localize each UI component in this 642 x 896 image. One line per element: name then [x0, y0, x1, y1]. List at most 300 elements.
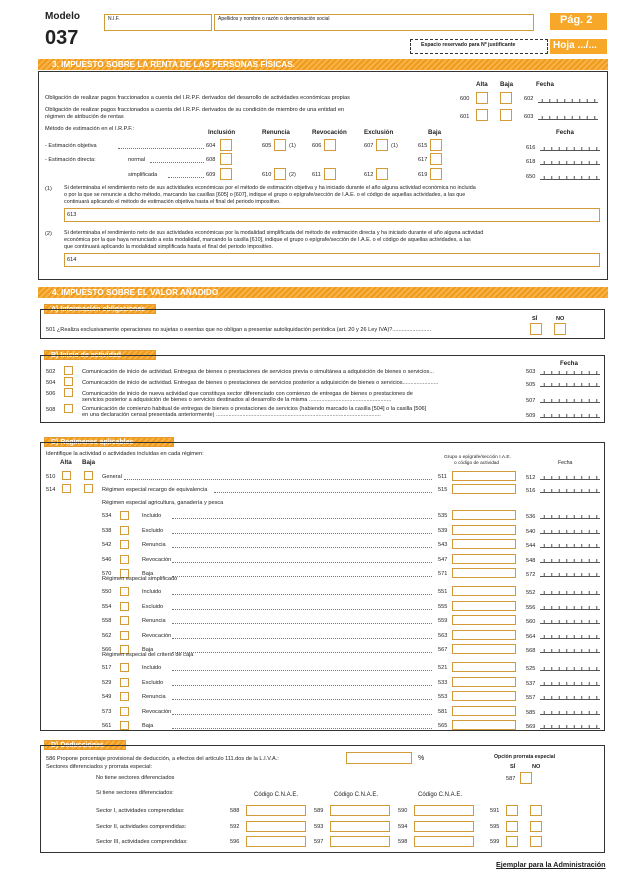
- sector-label: Sector I, actividades comprendidas:: [96, 808, 185, 814]
- regime-option-label: Revocación: [142, 708, 172, 715]
- code-615: 615: [418, 143, 428, 149]
- regime-iae-code: 571: [438, 571, 448, 577]
- regime-date-code: 569: [526, 724, 536, 730]
- checkbox-542[interactable]: [120, 540, 129, 549]
- field-553[interactable]: [452, 691, 516, 701]
- checkbox-506[interactable]: [64, 388, 73, 397]
- date-557[interactable]: [540, 693, 600, 700]
- dot-leader: [172, 670, 432, 671]
- regime-code: 517: [102, 665, 112, 671]
- note-1-line-c: continuará aplicando el método de estimación objetiva hasta el final del periodo impositivo.: [64, 199, 281, 205]
- date-564[interactable]: [540, 632, 600, 639]
- field-563[interactable]: [452, 630, 516, 640]
- code-587: 587: [506, 776, 516, 782]
- checkbox-550[interactable]: [120, 587, 129, 596]
- field-597[interactable]: [330, 836, 390, 847]
- note-2-line-a: Si determinaba el rendimiento neto de sus actividades económicas por la modalidad simplificada del método de estimación directa y ha iniciado durante el año alguna actividad: [64, 230, 484, 236]
- regime-option-label: Incluido: [142, 513, 162, 519]
- dot-leader: [172, 609, 432, 610]
- checkbox-514[interactable]: [62, 484, 71, 493]
- field-571[interactable]: [452, 568, 516, 578]
- regime-iae-code: 559: [438, 618, 448, 624]
- normal-label: normal: [128, 157, 146, 163]
- code-616: 616: [526, 145, 536, 151]
- sector-label: Sector III, actividades comprendidas:: [96, 839, 188, 845]
- date-585[interactable]: [540, 708, 600, 715]
- regime-date-code: 556: [526, 604, 536, 611]
- regime-option-label: Renuncia: [142, 542, 166, 548]
- agri-label: Régimen especial agricultura, ganadería y pesca: [102, 500, 224, 506]
- date-525[interactable]: [540, 664, 600, 671]
- regime-date-code: 537: [526, 680, 536, 687]
- code-617: 617: [418, 157, 428, 163]
- checkbox-529[interactable]: [120, 678, 129, 687]
- checkbox-611[interactable]: [324, 168, 336, 180]
- checkbox-619[interactable]: [430, 168, 442, 180]
- b-row-text-2: en una declaración censal presentada anteriormente) ..........................................................................................................: [82, 412, 381, 418]
- checkbox-587[interactable]: [520, 772, 532, 784]
- regime-code: 573: [102, 708, 112, 715]
- regime-code: 549: [102, 694, 112, 700]
- nif-label: N.I.F.: [108, 16, 120, 22]
- nif-field[interactable]: [104, 14, 212, 31]
- checkbox-561[interactable]: [120, 721, 129, 730]
- regime-option-label: Baja: [142, 571, 154, 577]
- checkbox-615[interactable]: [430, 139, 442, 151]
- b-row-date-code: 505: [526, 382, 536, 388]
- dot-leader: [172, 518, 432, 519]
- sector-code: 588: [230, 808, 240, 814]
- field-567[interactable]: [452, 644, 516, 654]
- field-551[interactable]: [452, 586, 516, 596]
- field-559[interactable]: [452, 615, 516, 625]
- d-no-label: NO: [532, 764, 541, 770]
- regime-code: 561: [102, 723, 112, 729]
- note-2-line-b: económica por la que haya renunciado a esta modalidad, marcando la casilla [610], indique el grupo o epígrafe/sección de I.A.E. o el código de aquellas actividades, a las: [64, 237, 471, 243]
- regime-date-code: 564: [526, 633, 536, 640]
- code-603: 603: [524, 114, 534, 120]
- recargo-label: Régimen especial recargo de equivalencia: [102, 487, 208, 493]
- regime-iae-code: 581: [438, 708, 448, 715]
- note-2-line-c: que continuará aplicando la modalidad simplificada hasta el final del periodo impositivo.: [64, 244, 273, 250]
- header-exclusion: Exclusión: [364, 129, 394, 136]
- modelo-label: Modelo: [45, 11, 80, 22]
- code-612: 612: [364, 172, 374, 178]
- field-586[interactable]: [346, 752, 412, 764]
- regime-iae-code: 539: [438, 527, 448, 534]
- b-row-code: 508: [46, 407, 56, 413]
- dot-leader: [172, 728, 432, 729]
- dot-leader: [172, 562, 432, 563]
- estimacion-objetiva: - Estimación objetiva: [45, 143, 97, 149]
- checkbox-510[interactable]: [62, 471, 71, 480]
- b-row-date-code: 503: [526, 369, 536, 375]
- regime-date-code: 560: [526, 619, 536, 625]
- sector-code: 592: [230, 823, 240, 830]
- checkbox-510-baja[interactable]: [84, 471, 93, 480]
- date-516[interactable]: [540, 486, 600, 493]
- date-572[interactable]: [540, 570, 600, 577]
- checkbox-608[interactable]: [220, 153, 232, 165]
- cnae-header-1: Código C.N.A.E.: [254, 792, 299, 798]
- date-507[interactable]: [540, 396, 600, 403]
- reserved-label: Espacio reservado para Nº justificante: [421, 42, 516, 48]
- date-556[interactable]: [540, 603, 600, 610]
- code-605: 605: [262, 143, 272, 149]
- note-1-line-b: o por la que se renuncie a dicho método, marcando las casillas [605] o [607], indique el grupo o epígrafe/sección de I.A.E. o el código de aquellas actividades, a las que: [64, 192, 466, 198]
- code-607: 607: [364, 143, 374, 149]
- code-600: 600: [460, 96, 470, 102]
- cnae-header-3: Código C.N.A.E.: [418, 792, 463, 798]
- checkbox-607[interactable]: [376, 139, 388, 151]
- field-547[interactable]: [452, 554, 516, 564]
- date-540[interactable]: [540, 527, 600, 534]
- irpf-line-1: Obligación de realizar pagos fraccionados a cuenta del I.R.P.F. derivados del desarrollo de actividades económicas propias: [45, 95, 350, 101]
- note-1-mark: (1): [45, 186, 52, 192]
- header-fecha: Fecha: [556, 129, 574, 136]
- regime-option-label: Baja: [142, 723, 154, 729]
- checkbox-baja-1[interactable]: [500, 92, 512, 104]
- code-601: 601: [460, 114, 470, 120]
- date-537[interactable]: [540, 679, 600, 686]
- regime-code: 570: [102, 571, 112, 577]
- b-row-date-code: 507: [526, 398, 536, 404]
- sector-code: 594: [398, 823, 408, 830]
- checkbox-599-no[interactable]: [530, 836, 542, 847]
- checkbox-508[interactable]: [64, 404, 73, 413]
- regime-option-label: Revocación: [142, 632, 172, 639]
- note-2-mark: (2): [45, 231, 52, 237]
- c-alta-label: Alta: [60, 459, 72, 466]
- section-4-title: 4. IMPUESTO SOBRE EL VALOR AÑADIDO: [38, 287, 608, 298]
- checkbox-562[interactable]: [120, 631, 129, 640]
- code-650: 650: [526, 174, 536, 180]
- checkbox-609[interactable]: [220, 168, 232, 180]
- regime-code: 546: [102, 556, 112, 563]
- regime-code: 554: [102, 603, 112, 610]
- dot-leader: [172, 547, 432, 548]
- d-si-label: SÍ: [510, 764, 516, 770]
- c-fecha-label: Fecha: [558, 460, 573, 466]
- regime-code: 566: [102, 647, 112, 653]
- field-543[interactable]: [452, 539, 516, 549]
- checkbox-600[interactable]: [476, 92, 488, 104]
- code-512: 512: [526, 475, 536, 481]
- field-598[interactable]: [414, 836, 474, 847]
- regime-option-label: Revocación: [142, 556, 172, 563]
- d-prorrata-line: 586 Propone porcentaje provisional de deducción, a efectos del artículo 111.dos de la L.I.V.A.:: [46, 756, 279, 762]
- c-grupo-label-1: Grupo o epígrafe/sección I.A.E.: [444, 455, 511, 460]
- a-question: 501 ¿Realiza exclusivamente operaciones no sujetas o exentas que no obligan a presentar autoliquidación periódica (art. 20 y 26 Ley IVA)?.........................: [46, 327, 432, 333]
- note-ref-1a: (1): [289, 143, 296, 149]
- simp-label: Régimen especial simplificado: [102, 576, 178, 582]
- field-594[interactable]: [414, 821, 474, 832]
- regime-iae-code: 555: [438, 603, 448, 610]
- sector-code: 590: [398, 808, 408, 814]
- checkbox-502[interactable]: [64, 366, 73, 375]
- code-510: 510: [46, 474, 56, 480]
- opcion-prorrata-label: Opción prorrata especial: [494, 754, 556, 760]
- dot-leader: [172, 623, 432, 624]
- field-613[interactable]: [64, 208, 600, 222]
- regime-iae-code: 521: [438, 665, 448, 671]
- checkbox-591-no[interactable]: [530, 805, 542, 816]
- dot-leader: [172, 638, 432, 639]
- checkbox-612[interactable]: [376, 168, 388, 180]
- dot-leader: [172, 652, 432, 653]
- regime-date-code: 525: [526, 666, 536, 672]
- code-618: 618: [526, 159, 536, 165]
- sheet-label: Hoja .../...: [553, 40, 597, 51]
- regime-iae-code: 565: [438, 723, 448, 729]
- dot-leader: [172, 594, 432, 595]
- b-row-text-2: servicios posterior a adquisición de bienes o servicios destinados al desarrollo de la misma .....................................................: [82, 397, 392, 403]
- regime-iae-code: 547: [438, 556, 448, 563]
- regime-date-code: 548: [526, 557, 536, 564]
- section-3-title: 3. IMPUESTO SOBRE LA RENTA DE LAS PERSONAS FÍSICAS.: [38, 59, 608, 70]
- regime-iae-code: 551: [438, 589, 448, 595]
- code-614: 614: [67, 257, 77, 263]
- regime-code: 534: [102, 513, 112, 519]
- regime-code: 529: [102, 679, 112, 686]
- regime-code: 542: [102, 542, 112, 548]
- checkbox-604[interactable]: [220, 139, 232, 151]
- regime-option-label: Renuncia: [142, 618, 166, 624]
- date-544[interactable]: [540, 541, 600, 548]
- checkbox-534[interactable]: [120, 511, 129, 520]
- code-516: 516: [526, 488, 536, 494]
- date-505[interactable]: [540, 380, 600, 387]
- simplificada-label: simplificada: [128, 172, 158, 178]
- a-no-label: NO: [556, 316, 565, 322]
- c-grupo-label-2: o código de actividad: [454, 461, 500, 466]
- name-label: Apellidos y nombre o razón o denominación social: [218, 16, 330, 22]
- code-619: 619: [418, 172, 428, 178]
- note-ref-2: (2): [289, 172, 296, 178]
- code-611: 611: [312, 172, 321, 178]
- checkbox-546[interactable]: [120, 555, 129, 564]
- note-ref-1b: (1): [391, 143, 398, 149]
- irpf-line-2a: Obligación de realizar pagos fraccionados a cuenta del I.R.P.F. derivados de su condición de miembro de una entidad en: [45, 107, 345, 113]
- header-baja: Baja: [428, 129, 442, 136]
- sector-code: 598: [398, 839, 408, 845]
- regime-date-code: 557: [526, 695, 536, 701]
- regime-date-code: 536: [526, 514, 536, 520]
- regime-code: 562: [102, 632, 112, 639]
- checkbox-591-si[interactable]: [506, 805, 518, 816]
- sector-code: 593: [314, 823, 324, 830]
- date-568[interactable]: [540, 646, 600, 653]
- regime-date-code: 544: [526, 543, 536, 549]
- date-602[interactable]: [538, 96, 598, 103]
- regime-iae-code: 563: [438, 632, 448, 639]
- date-552[interactable]: [540, 588, 600, 595]
- field-565[interactable]: [452, 720, 516, 730]
- regime-option-label: Excluido: [142, 679, 164, 686]
- checkbox-baja-2[interactable]: [500, 109, 512, 121]
- note-1-line-a: Si determinaba el rendimiento neto de sus actividades económicas por el método de estimación objetiva y ha iniciado durante el año alguna actividad económica no incluida: [64, 185, 476, 191]
- date-512[interactable]: [540, 473, 600, 480]
- regime-option-label: Incluido: [142, 665, 162, 671]
- checkbox-610[interactable]: [274, 168, 286, 180]
- subsection-c-title: C) Regímenes aplicables: [44, 437, 174, 447]
- date-536[interactable]: [540, 512, 600, 519]
- checkbox-601[interactable]: [476, 109, 488, 121]
- checkbox-558[interactable]: [120, 616, 129, 625]
- checkbox-595-no[interactable]: [530, 821, 542, 832]
- checkbox-605[interactable]: [274, 139, 286, 151]
- date-548[interactable]: [540, 556, 600, 563]
- a-si-label: SÍ: [532, 316, 538, 322]
- sector-label: Sector II, actividades comprendidas:: [96, 823, 187, 830]
- date-509[interactable]: [540, 411, 600, 418]
- regime-option-label: Renuncia: [142, 694, 166, 700]
- regime-iae-code: 567: [438, 647, 448, 653]
- checkbox-549[interactable]: [120, 692, 129, 701]
- regime-option-label: Excluido: [142, 527, 164, 534]
- cnae-header-2: Código C.N.A.E.: [334, 792, 379, 798]
- c-baja-label: Baja: [82, 459, 96, 466]
- regime-code: 538: [102, 527, 112, 534]
- regime-iae-code: 535: [438, 513, 448, 519]
- si-tiene-label: Si tiene sectores diferenciados:: [96, 790, 174, 796]
- b-row-text: Comunicación de comienzo habitual de entregas de bienes o prestaciones de servicios (habiendo marcado la casilla [504] o la casilla [506]: [82, 406, 427, 412]
- subsection-b-title: B) Inicio de actividad: [44, 350, 156, 360]
- field-539[interactable]: [452, 525, 516, 535]
- regime-code: 558: [102, 618, 112, 624]
- b-row-text: Comunicación de inicio de actividad. Entregas de bienes o prestaciones de servicios previa o simultánea a adquisición de bienes o servicios...: [82, 369, 434, 375]
- subsection-a-title: A) Información obligaciones: [44, 304, 156, 314]
- general-label: General: [102, 474, 122, 480]
- regime-option-label: Incluido: [142, 589, 162, 595]
- regime-iae-code: 543: [438, 542, 448, 548]
- field-511[interactable]: [452, 471, 516, 481]
- b-row-text: Comunicación de inicio de nueva actividad que constituya sector diferenciado con comienzo de entregas de bienes o prestaciones de: [82, 391, 413, 397]
- b-row-code: 502: [46, 369, 56, 375]
- field-592[interactable]: [246, 821, 306, 832]
- date-650[interactable]: [540, 173, 600, 180]
- b-row-text: Comunicación de inicio de actividad. Entregas de bienes o prestaciones de servicios posterior a adquisición de bienes o servicios.......................: [82, 380, 439, 386]
- metodo-label: Método de estimación en el I.R.P.F.:: [45, 126, 135, 132]
- no-tiene-label: No tiene sectores diferenciados: [96, 775, 175, 781]
- b-row-code: 504: [46, 380, 56, 386]
- dot-leader: [172, 714, 432, 715]
- page-label: Pág. 2: [560, 14, 593, 26]
- modelo-number: 037: [45, 27, 79, 49]
- col-alta: Alta: [476, 81, 488, 88]
- header-renuncia: Renuncia: [262, 129, 290, 136]
- code-610: 610: [262, 172, 272, 178]
- checkbox-538[interactable]: [120, 526, 129, 535]
- checkbox-504[interactable]: [64, 377, 73, 386]
- field-596[interactable]: [246, 836, 306, 847]
- date-616[interactable]: [540, 144, 600, 151]
- field-614[interactable]: [64, 253, 600, 267]
- field-588[interactable]: [246, 805, 306, 816]
- regime-code: 550: [102, 589, 112, 595]
- checkbox-501-no[interactable]: [554, 323, 566, 335]
- b-fecha-label: Fecha: [560, 360, 578, 367]
- dot-leader: [172, 699, 432, 700]
- percent-sign: %: [418, 755, 425, 762]
- field-589[interactable]: [330, 805, 390, 816]
- sector-option-code: 591: [490, 808, 500, 814]
- field-515[interactable]: [452, 484, 516, 494]
- checkbox-599-si[interactable]: [506, 836, 518, 847]
- checkbox-617[interactable]: [430, 153, 442, 165]
- code-511: 511: [438, 474, 447, 480]
- sector-option-code: 599: [490, 839, 500, 845]
- subsection-a-frame: [40, 309, 605, 339]
- sector-code: 596: [230, 839, 240, 845]
- sector-code: 597: [314, 839, 324, 845]
- code-608: 608: [206, 157, 216, 163]
- checkbox-573[interactable]: [120, 707, 129, 716]
- regime-date-code: 540: [526, 528, 536, 535]
- estimacion-directa: - Estimación directa:: [45, 157, 96, 163]
- field-590[interactable]: [414, 805, 474, 816]
- date-603[interactable]: [538, 113, 598, 120]
- checkbox-606[interactable]: [324, 139, 336, 151]
- date-569[interactable]: [540, 722, 600, 729]
- caja-label: Régimen especial del criterio de caja: [102, 652, 194, 658]
- col-baja: Baja: [500, 81, 514, 88]
- date-560[interactable]: [540, 617, 600, 624]
- col-fecha: Fecha: [536, 81, 554, 88]
- dot-leader: [172, 533, 432, 534]
- subsection-d-title: D) Deducciones: [44, 740, 126, 750]
- field-533[interactable]: [452, 677, 516, 687]
- dot-leader: [172, 576, 432, 577]
- regime-date-code: 585: [526, 709, 536, 716]
- code-604: 604: [206, 143, 216, 149]
- checkbox-595-si[interactable]: [506, 821, 518, 832]
- field-535[interactable]: [452, 510, 516, 520]
- date-618[interactable]: [540, 158, 600, 165]
- regime-option-label: Excluido: [142, 603, 164, 610]
- footer-copy-label: Ejemplar para la Administración: [496, 860, 606, 869]
- field-521[interactable]: [452, 662, 516, 672]
- b-row-code: 506: [46, 391, 56, 397]
- checkbox-514-baja[interactable]: [84, 484, 93, 493]
- sector-code: 589: [314, 808, 324, 814]
- regime-iae-code: 553: [438, 694, 448, 700]
- field-555[interactable]: [452, 601, 516, 611]
- date-503[interactable]: [540, 368, 600, 375]
- regime-option-label: Baja: [142, 647, 154, 653]
- code-514: 514: [46, 487, 56, 493]
- regime-date-code: 552: [526, 590, 536, 596]
- header-revocacion: Revocación: [312, 129, 347, 136]
- sectores-label: Sectores diferenciados y prorrata especial:: [46, 764, 153, 770]
- regime-date-code: 572: [526, 572, 536, 578]
- field-581[interactable]: [452, 706, 516, 716]
- dot-leader: [172, 685, 432, 686]
- checkbox-554[interactable]: [120, 602, 129, 611]
- checkbox-517[interactable]: [120, 663, 129, 672]
- sector-option-code: 595: [490, 823, 500, 830]
- b-row-date-code: 509: [526, 413, 536, 419]
- code-515: 515: [438, 487, 448, 493]
- code-602: 602: [524, 96, 534, 102]
- code-613: 613: [67, 212, 77, 218]
- c-identify-label: Identifique la actividad o actividades incluidas en cada régimen:: [46, 451, 204, 457]
- code-606: 606: [312, 143, 322, 149]
- field-593[interactable]: [330, 821, 390, 832]
- checkbox-501-si[interactable]: [530, 323, 542, 335]
- code-609: 609: [206, 172, 216, 178]
- irpf-line-2b: régimen de atribución de rentas: [45, 114, 124, 120]
